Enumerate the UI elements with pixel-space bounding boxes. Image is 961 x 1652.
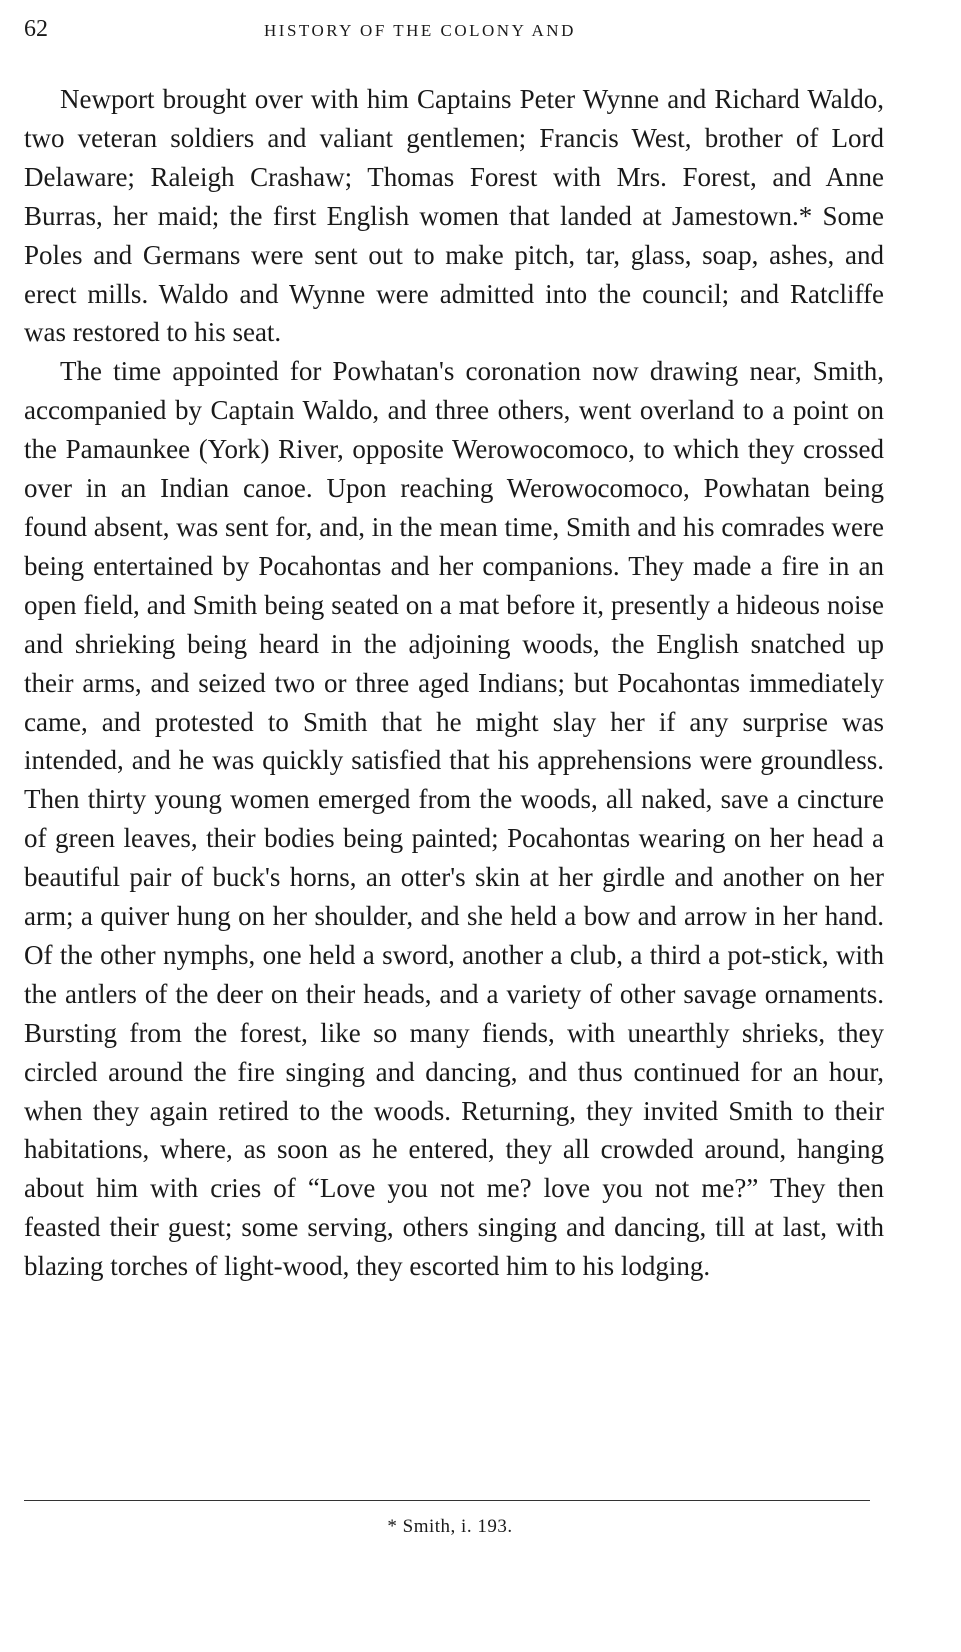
running-head bbox=[24, 14, 884, 48]
footnote-rule bbox=[24, 1500, 870, 1501]
body-text bbox=[24, 80, 884, 1286]
footnote: * Smith, i. 193. bbox=[387, 1516, 513, 1537]
page-number: 62 bbox=[24, 16, 48, 42]
paragraph-coronation: The time appointed for Powhatan's coronation now drawing near, Smith, accompanied by Captain Waldo, and three others, went overland to a point on the Pamaunkee (York) River, opposite Werowocomoco, to which they crossed over in an Indian canoe. Upon reaching Werowocomoco, Powhatan being found absent, was sent for, and, in the mean time, Smith and his comrades were being entertained by Pocahontas and her companions. They made a fire in an open field, and Smith being seated on a mat before it, presently a hideous noise and shrieking being heard in the adjoining woods, the English snatched up their arms, and seized two or three aged Indians; but Pocahontas immediately came, and protested to Smith that he might slay her if any surprise was intended, and he was quickly satisfied that his apprehensions were groundless. Then thirty young women emerged from the woods, all naked, save a cincture of green leaves, their bodies being painted; Pocahontas wearing on her head a beautiful pair of buck's horns, an otter's skin at her girdle and another on her arm; a quiver hung on her shoulder, and she held a bow and arrow in her hand. Of the other nymphs, one held a sword, another a club, a third a pot-stick, with the antlers of the deer on their heads, and a variety of other savage ornaments. Bursting from the forest, like so many fiends, with unearthly shrieks, they circled around the fire singing and dancing, and thus continued for an hour, when they again retired to the woods. Returning, they invited Smith to their habitations, where, as soon as he entered, they all crowded around, hanging about him with cries of “Love you not me? love you not me?” They then feasted their guest; some serving, others singing and dancing, till at last, with blazing torches of light-wood, they escorted him to his lodging. bbox=[24, 356, 884, 1282]
running-title: HISTORY OF THE COLONY AND bbox=[264, 21, 576, 40]
paragraph-newport: Newport brought over with him Captains Peter Wynne and Richard Waldo, two veteran soldiers and valiant gentlemen; Francis West, brother of Lord Delaware; Raleigh Crashaw; Thomas Forest with Mrs. Forest, and Anne Burras, her maid; the first English women that landed at Jamestown.* Some Poles and Germans were sent out to make pitch, tar, glass, soap, ashes, and erect mills. Waldo and Wynne were admitted into the council; and Ratcliffe was restored to his seat. bbox=[24, 84, 884, 348]
